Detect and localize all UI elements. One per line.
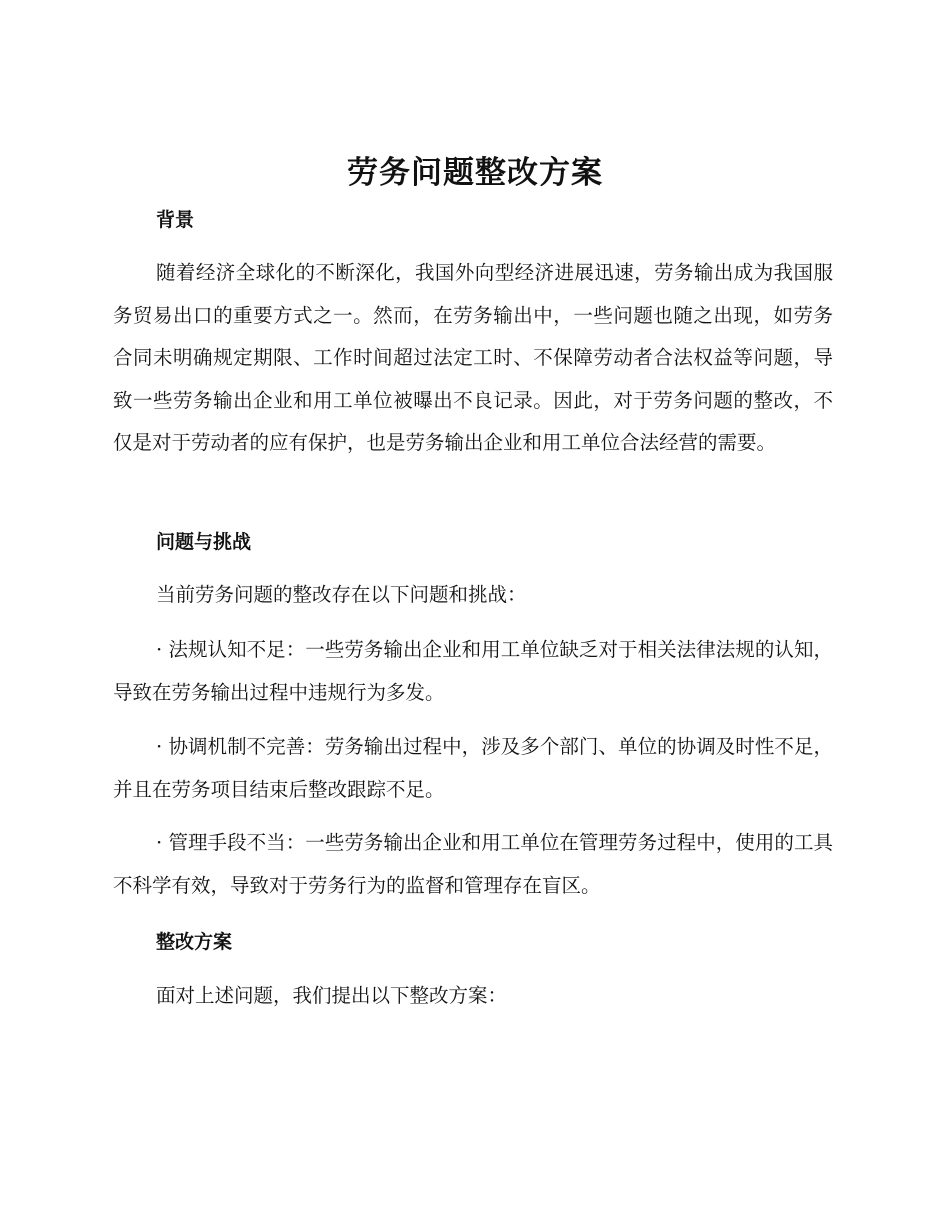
bullet-item-law-awareness: · 法规认知不足：一些劳务输出企业和用工单位缺乏对于相关法律法规的认知，导致在劳务输出过程中违规行为多发。 [113, 638, 833, 704]
background-paragraph: 随着经济全球化的不断深化，我国外向型经济进展迅速，劳务输出成为我国服务贸易出口的重要方式之一。然而，在劳务输出中，一些问题也随之出现，如劳务合同未明确规定期限、工作时间超过法定工时、不保障劳动者合法权益等问题，导致一些劳务输出企业和用工单位被曝出不良记录。因此，对于劳务问题的整改，不仅是对于劳动者的应有保护，也是劳务输出企业和用工单位合法经营的需要。 [113, 261, 833, 454]
section-heading-plan: 整改方案 [156, 931, 233, 953]
plan-intro-paragraph: 面对上述问题，我们提出以下整改方案： [156, 984, 508, 1007]
section-heading-background: 背景 [156, 209, 195, 231]
section-heading-problems: 问题与挑战 [156, 531, 252, 553]
bullet-item-coordination: · 协调机制不完善：劳务输出过程中，涉及多个部门、单位的协调及时性不足，并且在劳务项目结束后整改跟踪不足。 [113, 735, 833, 801]
document-title: 劳务问题整改方案 [347, 155, 603, 191]
bullet-item-management: · 管理手段不当：一些劳务输出企业和用工单位在管理劳务过程中，使用的工具不科学有效，导致对于劳务行为的监督和管理存在盲区。 [113, 831, 833, 897]
problems-intro-paragraph: 当前劳务问题的整改存在以下问题和挑战： [156, 583, 527, 606]
